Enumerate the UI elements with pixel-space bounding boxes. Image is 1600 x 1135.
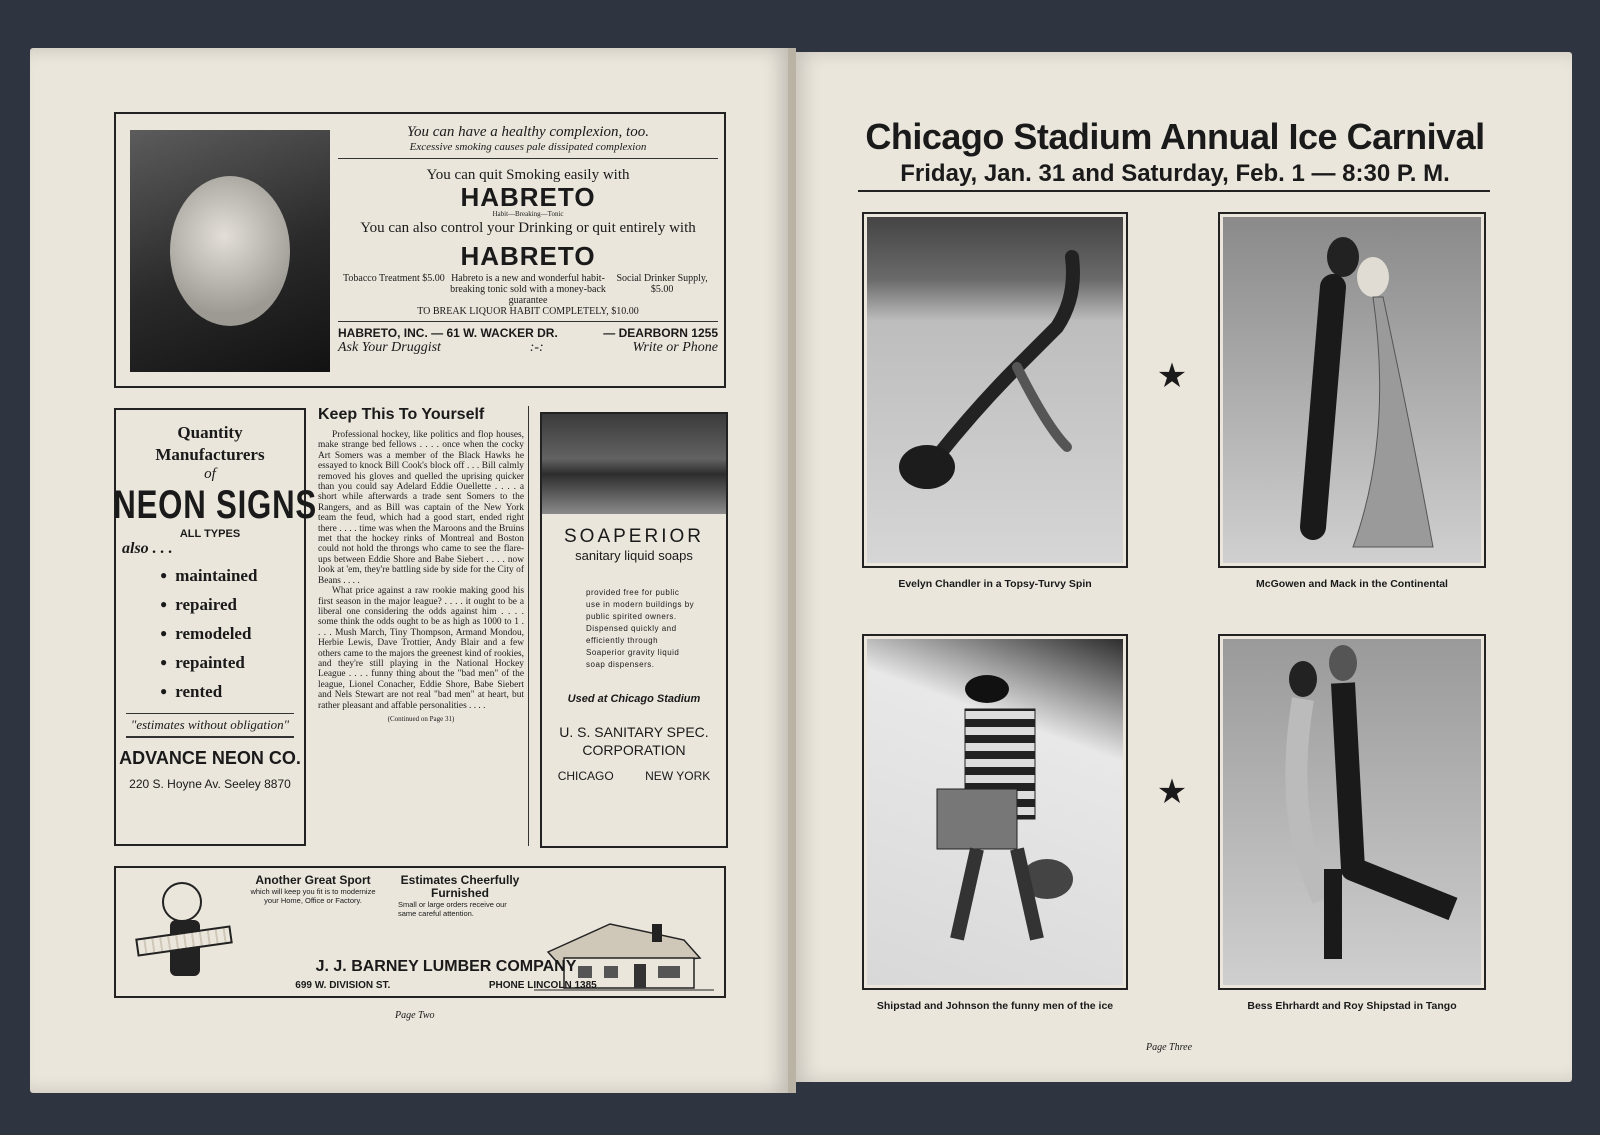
habreto-ask: Ask Your Druggist: [338, 340, 441, 355]
soap-corp-line1: U. S. SANITARY SPEC.: [559, 724, 709, 740]
star-icon: ★: [1156, 358, 1188, 395]
lumber-advertisement: [114, 866, 726, 998]
habreto-social-price: Social Drinker Supply, $5.00: [616, 273, 708, 295]
neon-types: ALL TYPES: [179, 528, 241, 540]
lumber-phone: PHONE LINCOLN 1385: [488, 980, 597, 991]
neon-address: 220 S. Hoyne Av. Seeley 8870: [129, 777, 291, 791]
carnival-dates: Friday, Jan. 31 and Saturday, Feb. 1 — 8:30 P. M.: [900, 160, 1450, 187]
column-divider: [528, 406, 529, 846]
habreto-subhead: Excessive smoking causes pale dissipated complexion: [338, 141, 718, 159]
caption-photo-2: McGowen and Mack in the Continental: [1256, 578, 1448, 590]
habreto-liquor-price: TO BREAK LIQUOR HABIT COMPLETELY, $10.00: [338, 306, 718, 322]
neon-big-title: NEON SIGNS: [113, 483, 317, 527]
neon-of: of: [204, 466, 216, 482]
photo-ehrhardt-shipstad: [1218, 634, 1486, 990]
title-rule: [858, 190, 1490, 192]
neon-services-list: [116, 562, 304, 707]
page-number-left: Page Two: [395, 1010, 435, 1021]
washroom-photo: [542, 414, 726, 514]
caption-photo-3: Shipstad and Johnson the funny men of the ice: [876, 1000, 1114, 1012]
woman-portrait-photo: [130, 130, 330, 372]
neon-company: ADVANCE NEON CO.: [119, 748, 301, 768]
lumber-heading-2: Estimates Cheerfully Furnished: [400, 873, 520, 900]
habreto-phone: — DEARBORN 1255: [603, 326, 718, 340]
neon-service-item: ● repainted: [160, 649, 304, 678]
article-paragraph: What price against a raw rookie making good his first season in the major league? . . . . it ought to be a liberal one considering the odds against him . . . . some think the odds ought to be as high as 1000 to 1 . . . . Mush March, Tiny Thompson, Armand Mondou, Herbie Lewis, Dave Trottier, Andy Blair and a few others came to the majors the greenest kind of rookies, and they're still playing in the National Hockey League . . . . funny thing about the "bad men" of the league, Lionel Conacher, Eddie Shore, Babe Siebert and Nels Stewart are not real "bad men" at heart, but rather pleasant and affable personalities . . . .: [318, 586, 524, 711]
soap-brand: SOAPERIOR: [564, 526, 704, 547]
caption-photo-4: Bess Ehrhardt and Roy Shipstad in Tango: [1247, 1000, 1457, 1012]
soap-corp-line2: CORPORATION: [582, 742, 686, 758]
neon-service-item: ● maintained: [160, 562, 304, 591]
neon-service-item: ● repaired: [160, 591, 304, 620]
star-icon: ★: [1156, 774, 1188, 811]
article-paragraph: Professional hockey, like politics and flop houses, make strange bed fellows . . . . once when the cocky Art Somers was a member of the Black Hawks he essayed to knock Bill Cook's block off . . . Bill calmly removed his gloves and quelled the uprising quicker than you could say Adelard Eddie Ouellette . . . . a short while afterwards a trade sent Somers to the Rangers, and as Bill was captain of the New York team the feud, which had a good start, ended right there . . . . time was when the Maroons and the Bruins met that the hockey rinks of Montreal and Boston could not hold the throngs who came to see the flare-ups between Eddie Shore and Babe Siebert . . . . now look at 'em, they're battling side by side for the City of Beans . . . .: [318, 430, 524, 586]
lumber-company: J. J. BARNEY LUMBER COMPANY: [315, 958, 577, 975]
article-title: Keep This To Yourself: [318, 406, 485, 423]
article-continued: (Continued on Page 31): [387, 714, 455, 723]
soap-description: provided free for public use in modern buildings by public spirited owners. Dispensed quickly and efficiently through Soaperior gravity liquid soap dispensers.: [586, 588, 695, 669]
habreto-separator: :-:: [529, 340, 544, 355]
cartoon-man-with-plank-icon: [132, 880, 242, 990]
photo-shipstad-johnson: [862, 634, 1128, 990]
carnival-title: Chicago Stadium Annual Ice Carnival: [865, 116, 1485, 157]
habreto-line1: You can quit Smoking easily with: [426, 167, 630, 183]
photo-mcgowen-mack: [1218, 212, 1486, 568]
habreto-line2: You can also control your Drinking or quit entirely with: [360, 220, 696, 236]
caption-photo-1: Evelyn Chandler in a Topsy-Turvy Spin: [898, 578, 1092, 590]
neon-signs-advertisement: [113, 408, 317, 846]
hockey-article: [318, 406, 524, 846]
lumber-heading-1: Another Great Sport: [255, 873, 371, 887]
neon-line2: Manufacturers: [155, 445, 265, 464]
neon-line1: Quantity: [177, 423, 243, 442]
page-number-right: Page Three: [1146, 1042, 1193, 1053]
habreto-brand: HABRETO: [460, 182, 596, 212]
habreto-company: HABRETO, INC. — 61 W. WACKER DR.: [338, 326, 558, 340]
habreto-brand-2: HABRETO: [460, 241, 596, 271]
neon-service-item: ● remodeled: [160, 620, 304, 649]
soap-used-at: Used at Chicago Stadium: [567, 693, 701, 705]
lumber-text-2: Small or large orders receive our same careful attention.: [398, 900, 507, 918]
binding-gutter: [788, 48, 796, 1093]
habreto-tobacco-price: Tobacco Treatment $5.00: [342, 273, 445, 284]
habreto-write: Write or Phone: [632, 340, 718, 355]
habreto-tagline: Habit—Breaking—Tonic: [492, 210, 564, 218]
soap-city-chicago: CHICAGO: [557, 769, 614, 783]
soap-city-newyork: NEW YORK: [645, 769, 711, 783]
habreto-headline: You can have a healthy complexion, too.: [407, 124, 649, 140]
habreto-advertisement: [114, 112, 726, 388]
lumber-text-1: which will keep you fit is to modernize your Home, Office or Factory.: [250, 887, 376, 905]
habreto-description: Habreto is a new and wonderful habit-breaking tonic sold with a money-back guarantee: [450, 273, 606, 306]
neon-service-item: ● rented: [160, 678, 304, 707]
soaperior-advertisement: [540, 412, 728, 848]
neon-estimates: "estimates without obligation": [126, 713, 294, 738]
soap-subtitle: sanitary liquid soaps: [575, 548, 693, 563]
lumber-address: 699 W. DIVISION ST.: [295, 980, 391, 991]
photo-evelyn-chandler: [862, 212, 1128, 568]
neon-also: also . . .: [122, 540, 173, 557]
